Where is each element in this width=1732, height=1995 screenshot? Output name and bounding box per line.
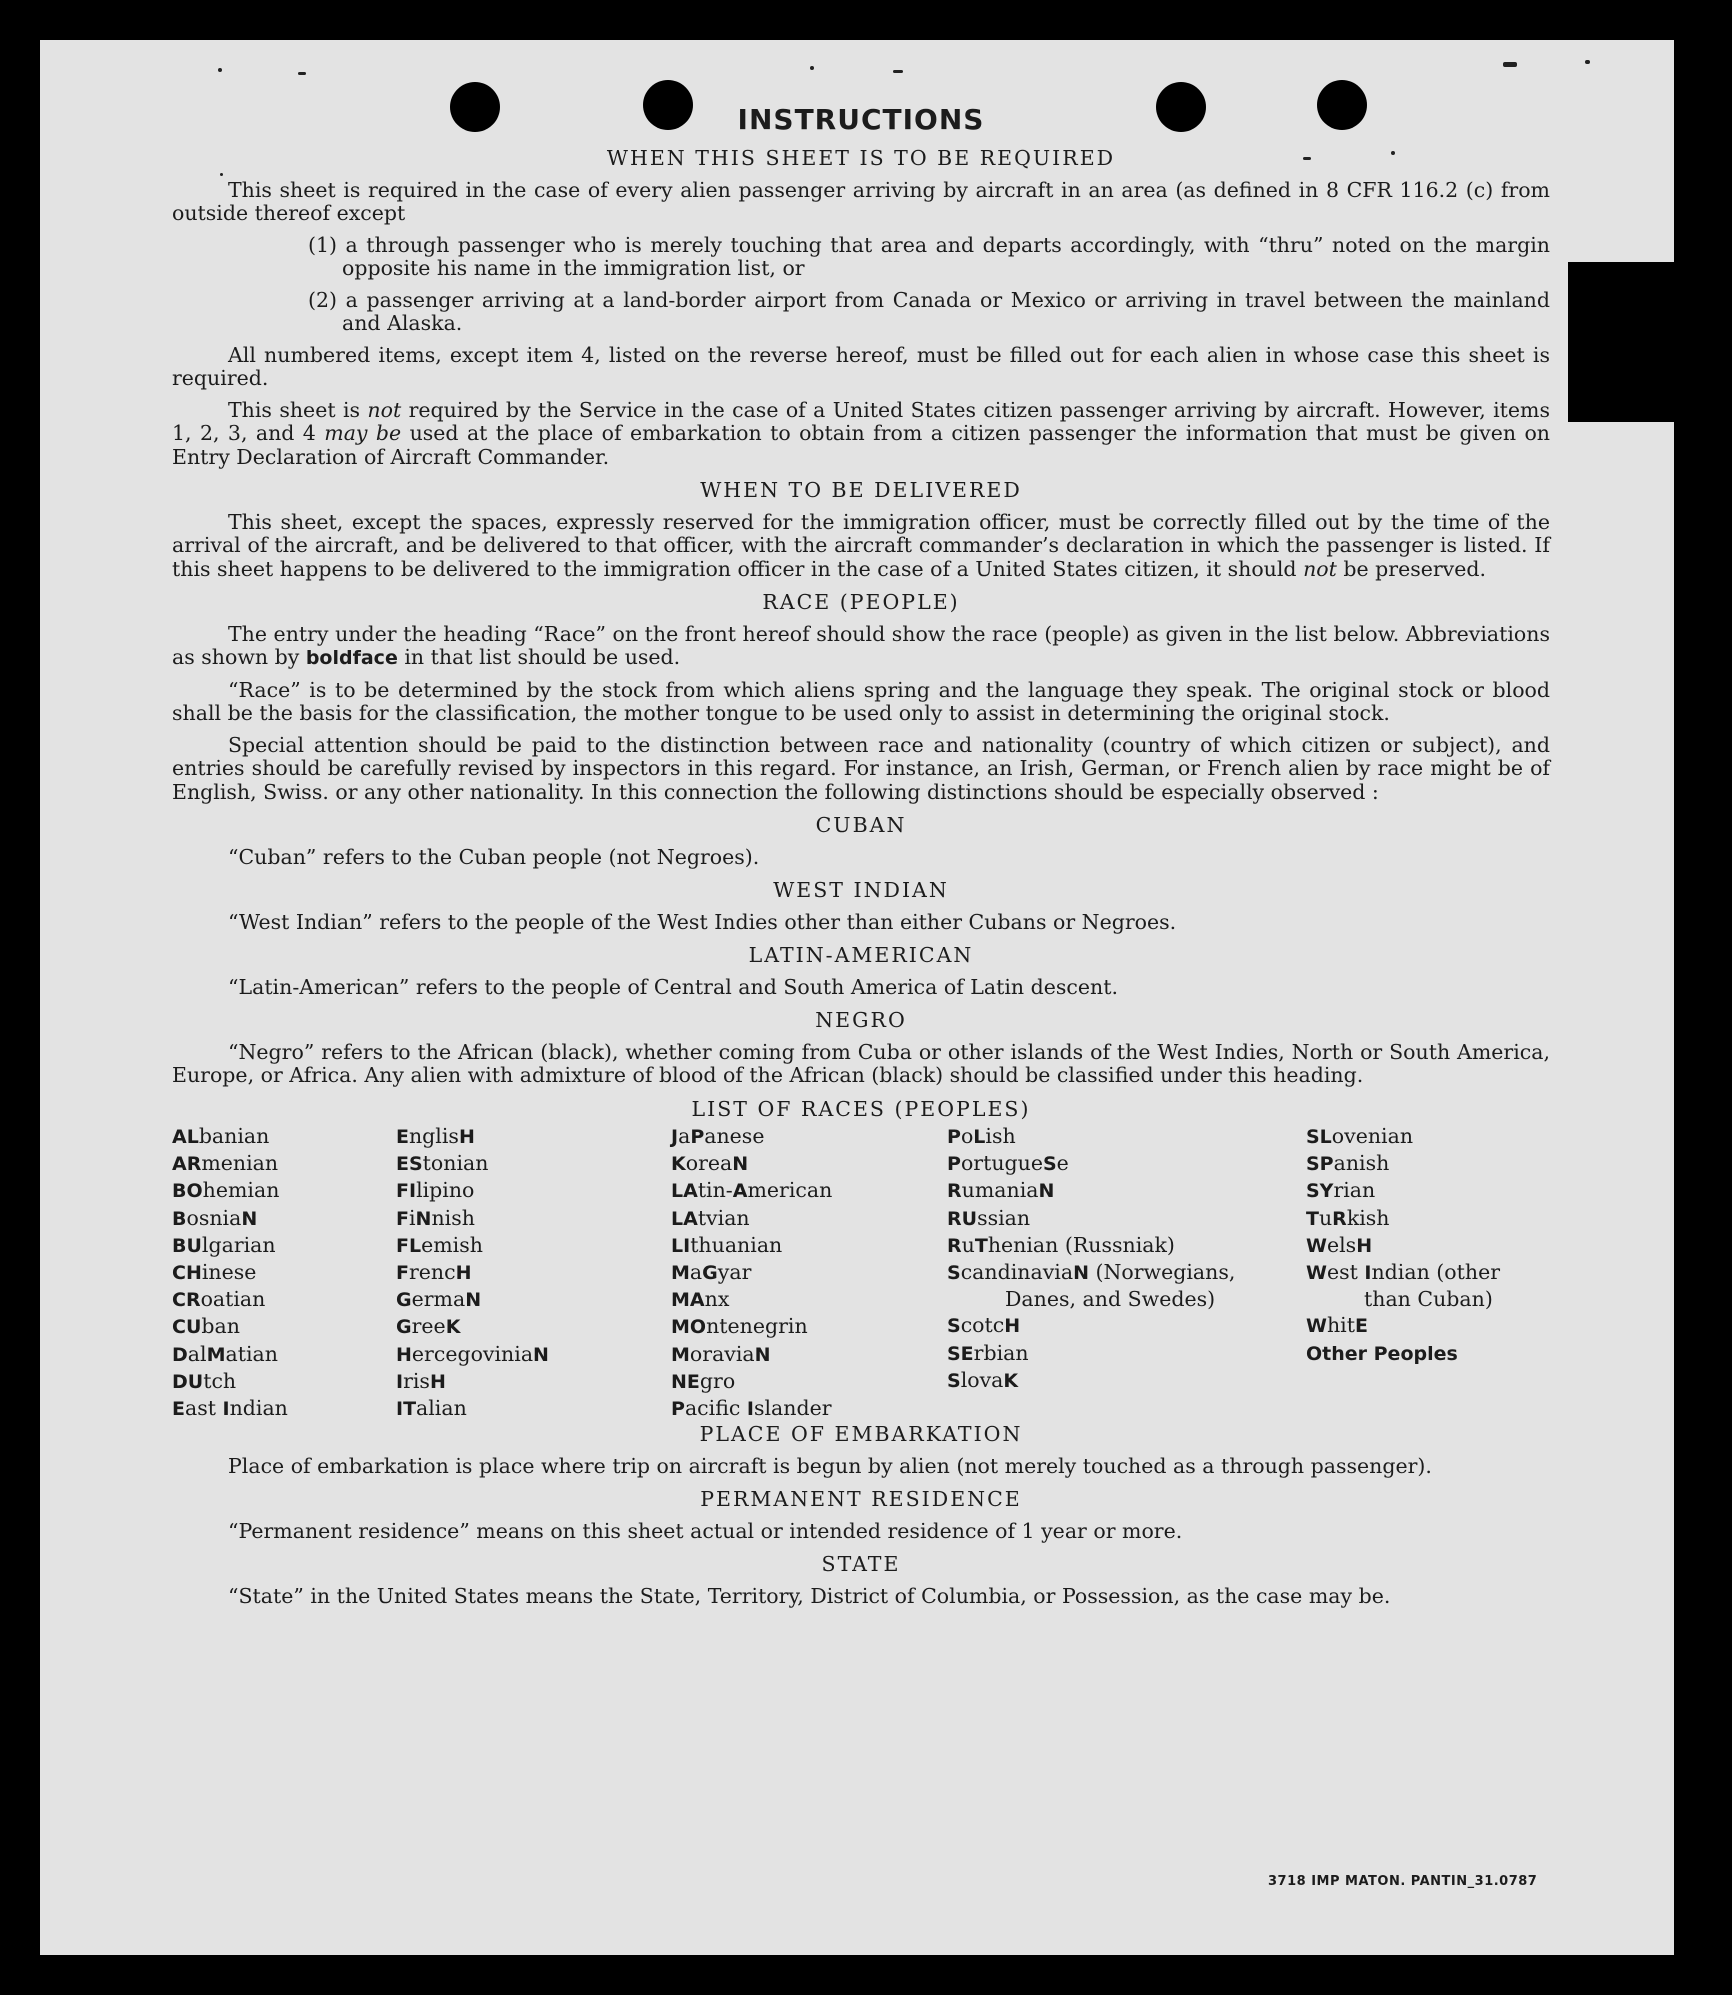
race-entry: RuThenian (Russniak): [947, 1232, 1175, 1257]
races-column-5: [1306, 1123, 1550, 1367]
state-definition: “State” in the United States means the State, Territory, District of Columbia, or Possession, as the case may be.: [228, 1583, 1391, 1608]
race-entry: LAtin-American: [671, 1178, 833, 1203]
race-entry: RUssian: [947, 1205, 1031, 1230]
race-entry: CRoatian: [172, 1287, 266, 1312]
race-entry: BOhemian: [172, 1178, 280, 1203]
heading-when-delivered: WHEN TO BE DELIVERED: [700, 478, 1022, 502]
race-entry: PortugueSe: [947, 1151, 1069, 1176]
race-entry: CUban: [172, 1314, 240, 1339]
race-entry: DUtch: [172, 1368, 237, 1393]
race-entry: LIthuanian: [671, 1232, 783, 1257]
heading-cuban: CUBAN: [815, 813, 907, 837]
race-entry: KoreaN: [671, 1151, 749, 1176]
race-entry: SPanish: [1306, 1151, 1390, 1176]
races-list: [172, 1123, 1550, 1421]
exception-item-2: (2) a passenger arriving at a land-border airport from Canada or Mexico or arriving in travel between the mainland and Alaska.: [308, 287, 1550, 335]
heading-when-required: WHEN THIS SHEET IS TO BE REQUIRED: [606, 146, 1116, 170]
paper-speck: [298, 72, 306, 75]
heading-place-of-embarkation: PLACE OF EMBARKATION: [699, 1422, 1023, 1446]
delivered-paragraph: [172, 511, 1550, 582]
race-entry: MaGyar: [671, 1260, 752, 1285]
race-paragraph-1: [172, 623, 1550, 671]
race-paragraph-3: Special attention should be paid to the distinction between race and nationality (country of which citizen or subject), and entries should be carefully revised by inspectors in this regard. For instance, an Irish, German, or French alien by race might be of English, Swiss. or any other nationality. In this connection the following distinctions should be especially observed :: [172, 732, 1550, 804]
race-entry: NEgro: [671, 1368, 736, 1393]
citizen-maybe: may be: [324, 421, 402, 445]
race-p1-text-a: The entry under the heading “Race” on the front hereof should show the race (people) as given in the list below. Abbreviations as shown by: [172, 621, 1550, 669]
numbered-items-paragraph: All numbered items, except item 4, listed on the reverse hereof, must be filled out for each alien in whose case this sheet is required.: [172, 342, 1550, 390]
heading-latin-american: LATIN-AMERICAN: [748, 943, 974, 967]
race-entry: MOntenegrin: [671, 1314, 808, 1339]
heading-permanent-residence: PERMANENT RESIDENCE: [700, 1487, 1022, 1511]
heading-west-indian: WEST INDIAN: [773, 878, 949, 902]
torn-corner: [1568, 262, 1674, 422]
citizen-text-c: used at the place of embarkation to obtain from a citizen passenger the information that must be given on Entry Declaration of Aircraft Commander.: [172, 421, 1550, 469]
race-entry: West Indian (other than Cuban): [1306, 1260, 1501, 1312]
race-paragraph-2: “Race” is to be determined by the stock from which aliens spring and the language they speak. The original stock or blood shall be the basis for the classification, the mother tongue to be used only to assist in determining the original stock.: [172, 677, 1550, 725]
races-column-2: [396, 1123, 606, 1422]
negro-definition: “Negro” refers to the African (black), whether coming from Cuba or other islands of the West Indies, North or South America, Europe, or Africa. Any alien with admixture of blood of the African (black) should be classified under this heading.: [172, 1039, 1550, 1087]
citizen-paragraph: [172, 399, 1550, 470]
race-p1-boldface: boldface: [305, 647, 398, 669]
race-entry: ARmenian: [172, 1151, 279, 1176]
cuban-definition: “Cuban” refers to the Cuban people (not Negroes).: [228, 844, 760, 869]
instructions-content: [172, 103, 1550, 1616]
race-entry: FrencH: [396, 1260, 472, 1285]
race-entry: HercegoviniaN: [396, 1341, 549, 1366]
exception-item-1: (1) a through passenger who is merely touching that area and departs accordingly, with “thru” noted on the margin opposite his name in the immigration list, or: [308, 232, 1550, 280]
latin-american-definition: “Latin-American” refers to the people of Central and South America of Latin descent.: [228, 974, 1118, 999]
heading-state: STATE: [821, 1552, 901, 1576]
races-column-1: [172, 1123, 382, 1422]
race-entry: ALbanian: [172, 1124, 270, 1148]
heading-list-of-races: LIST OF RACES (PEOPLES): [691, 1096, 1031, 1121]
delivered-text-b: be preserved.: [1343, 556, 1487, 581]
required-intro: This sheet is required in the case of every alien passenger arriving by aircraft in an area (as defined in 8 CFR 116.2 (c) from outside thereof except: [172, 177, 1550, 225]
race-entry: RumaniaN: [947, 1178, 1055, 1203]
race-entry: FIlipino: [396, 1178, 475, 1203]
paper-speck: [1585, 60, 1590, 64]
race-entry: SLovenian: [1306, 1124, 1414, 1148]
race-p1-text-b: in that list should be used.: [404, 645, 681, 669]
race-entry: FiNnish: [396, 1205, 475, 1230]
paper-speck: [218, 68, 222, 72]
race-entry: WelsH: [1306, 1232, 1373, 1257]
delivered-not: not: [1303, 556, 1337, 581]
page-title: INSTRUCTIONS: [737, 103, 985, 136]
embarkation-definition: Place of embarkation is place where trip on aircraft is begun by alien (not merely touched as a through passenger).: [228, 1453, 1432, 1478]
citizen-text-b: required by the Service in the case of a United States citizen passenger arriving by aircraft. However, items 1, 2, 3, and 4: [172, 397, 1550, 445]
race-entry: SErbian: [947, 1340, 1029, 1365]
heading-race: RACE (PEOPLE): [762, 590, 960, 614]
race-entry: ITalian: [396, 1396, 467, 1421]
race-entry: East Indian: [172, 1396, 288, 1421]
race-entry: EStonian: [396, 1151, 489, 1176]
printer-imprint: 3718 IMP MATON. PANTIN_31.0787: [1268, 1874, 1538, 1889]
race-entry: MoraviaN: [671, 1341, 771, 1366]
paper-speck: [893, 70, 903, 73]
race-entry: SlovaK: [947, 1367, 1019, 1392]
race-entry: ScandinaviaN (Norwegians, Danes, and Swedes): [947, 1260, 1236, 1312]
race-entry: WhitE: [1306, 1313, 1368, 1338]
races-column-3: [671, 1123, 881, 1422]
race-entry: GreeK: [396, 1314, 461, 1339]
race-entry: DalMatian: [172, 1341, 278, 1366]
race-entry: SYrian: [1306, 1178, 1376, 1203]
race-entry: BUlgarian: [172, 1232, 276, 1257]
race-entry: Pacific Islander: [671, 1396, 832, 1421]
citizen-text-a: This sheet is: [228, 397, 361, 422]
race-entry: CHinese: [172, 1260, 257, 1285]
race-entry: LAtvian: [671, 1205, 750, 1230]
race-entry: IrisH: [396, 1368, 446, 1393]
race-entry: FLemish: [396, 1232, 483, 1257]
race-entry: Other Peoples: [1306, 1342, 1458, 1365]
race-entry: BosniaN: [172, 1205, 258, 1230]
race-entry: TuRkish: [1306, 1205, 1390, 1230]
west-indian-definition: “West Indian” refers to the people of the West Indies other than either Cubans or Negroes.: [228, 909, 1177, 934]
citizen-not: not: [367, 397, 402, 422]
delivered-text-a: This sheet, except the spaces, expressly reserved for the immigration officer, must be correctly filled out by the time of the arrival of the aircraft, and be delivered to that officer, with the aircraft commander’s declaration in which the passenger is listed. If this sheet happens to be delivered to the immigration officer in the case of a United States citizen, it should: [172, 509, 1550, 581]
paper-speck: [1503, 62, 1517, 67]
residence-definition: “Permanent residence” means on this sheet actual or intended residence of 1 year or more.: [228, 1518, 1183, 1543]
race-entry: MAnx: [671, 1287, 730, 1312]
paper-speck: [810, 66, 814, 70]
race-entry: GermaN: [396, 1287, 482, 1312]
heading-negro: NEGRO: [815, 1008, 907, 1032]
race-entry: PoLish: [947, 1124, 1016, 1148]
race-entry: ScotcH: [947, 1313, 1021, 1338]
race-entry: EnglisH: [396, 1124, 475, 1148]
race-entry: JaPanese: [671, 1124, 765, 1148]
races-column-4: [947, 1123, 1245, 1394]
